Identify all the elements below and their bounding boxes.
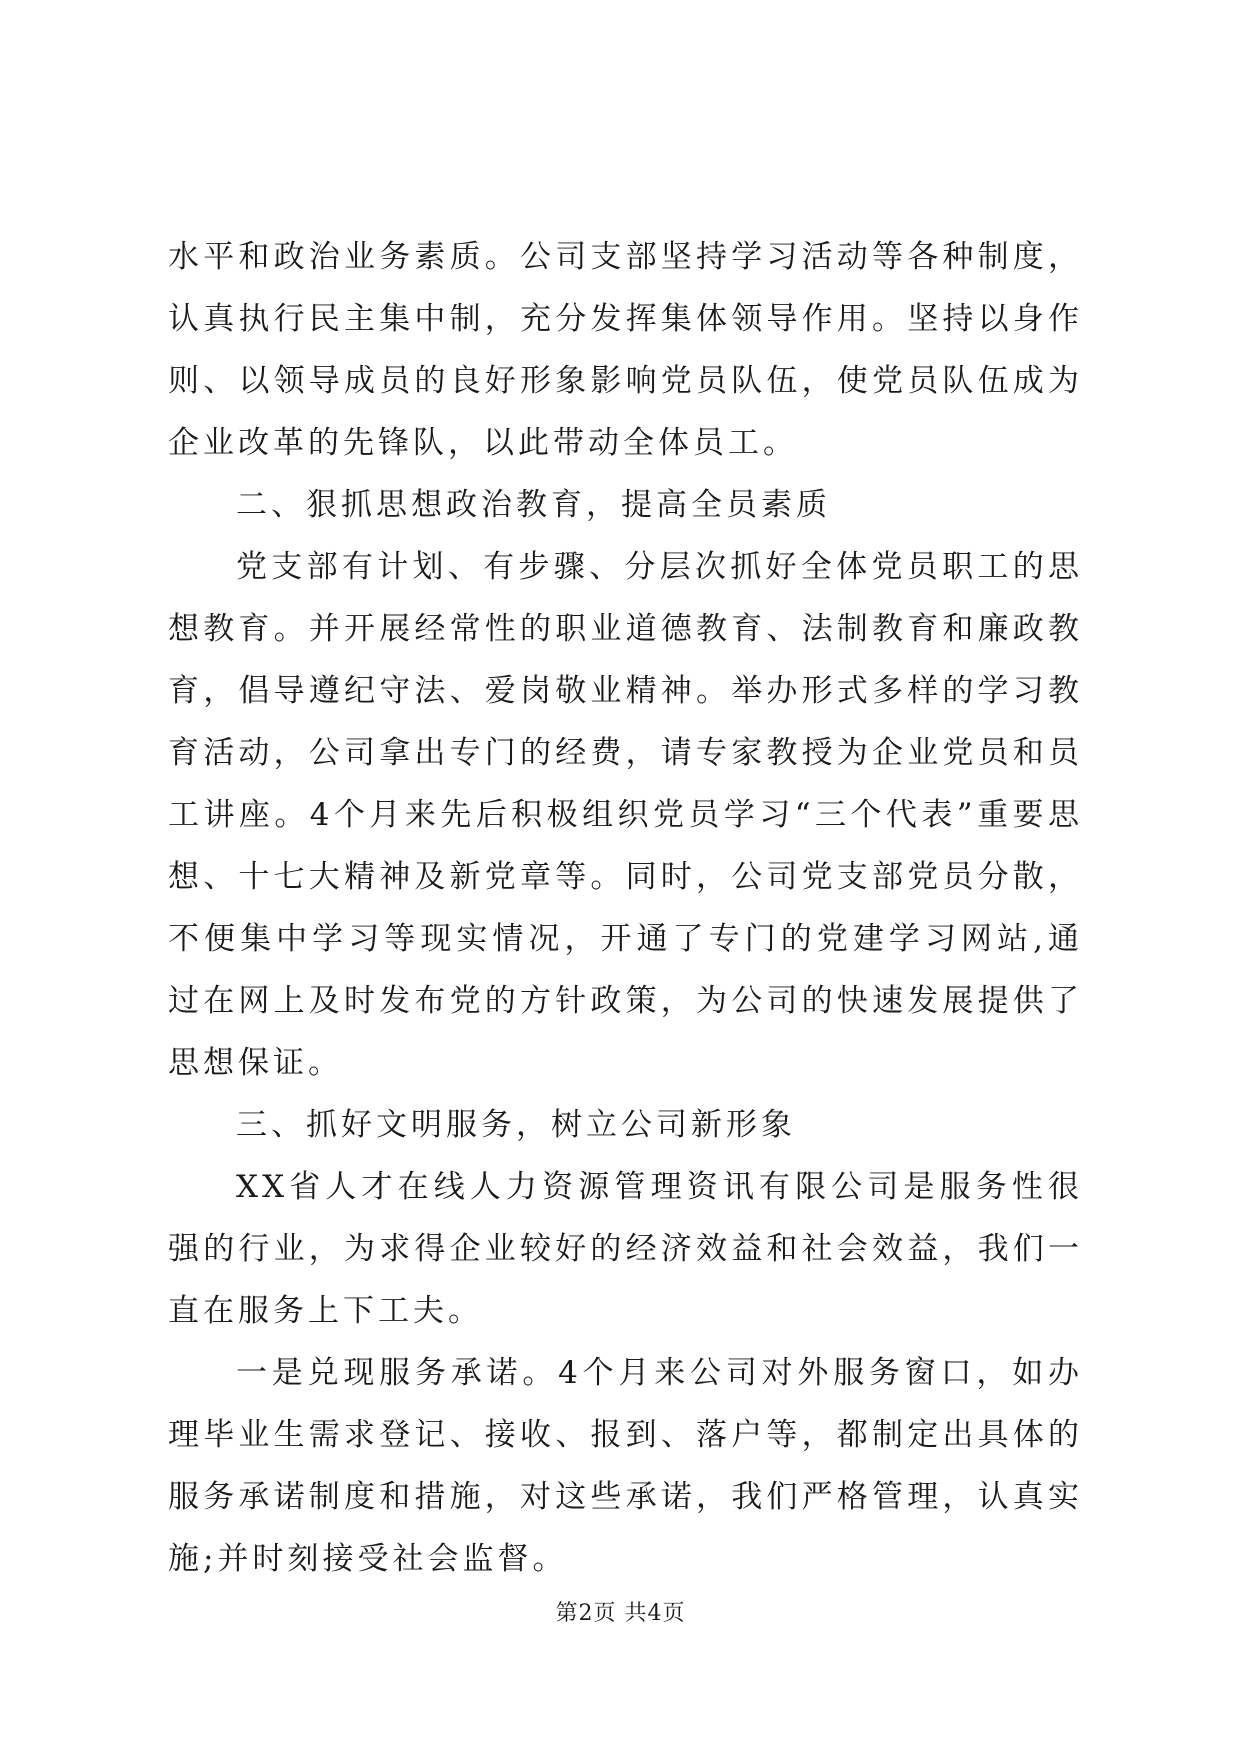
section-heading-2: 二、狠抓思想政治教育，提高全员素质 [236, 487, 831, 523]
paragraph-2: 党支部有计划、有步骤、分层次抓好全体党员职工的思想教育。并开展经常性的职业道德教育、法制教育和廉政教育，倡导遵纪守法、爱岗敬业精神。举办形式多样的学习教育活动，公司拿出专门的经费，请专家教授为企业党员和员工讲座。4个月来先后积极组织党员学习“三个代表”重要思想、十七大精神及新党章等。同时，公司党支部党员分散，不便集中学习等现实情况，开通了专门的党建学习网站,通过在网上及时发布党的方针政策，为公司的快速发展提供了思想保证。 [168, 549, 1083, 1081]
paragraph-3: XX省人才在线人力资源管理资讯有限公司是服务性很强的行业，为求得企业较好的经济效益和社会效益，我们一直在服务上下工夫。 [168, 1169, 1083, 1329]
paragraph-1: 水平和政治业务素质。公司支部坚持学习活动等各种制度，认真执行民主集中制，充分发挥集体领导作用。坚持以身作则、以领导成员的良好形象影响党员队伍，使党员队伍成为企业改革的先锋队，以此带动全体员工。 [168, 239, 1083, 461]
page-number-footer: 第2页 共4页 [555, 1601, 686, 1626]
paragraph-4: 一是兑现服务承诺。4个月来公司对外服务窗口，如办理毕业生需求登记、接收、报到、落户等，都制定出具体的服务承诺制度和措施，对这些承诺，我们严格管理，认真实施;并时刻接受社会监督。 [168, 1355, 1083, 1577]
section-heading-3: 三、抓好文明服务，树立公司新形象 [236, 1107, 796, 1143]
document-body [168, 226, 1083, 1590]
